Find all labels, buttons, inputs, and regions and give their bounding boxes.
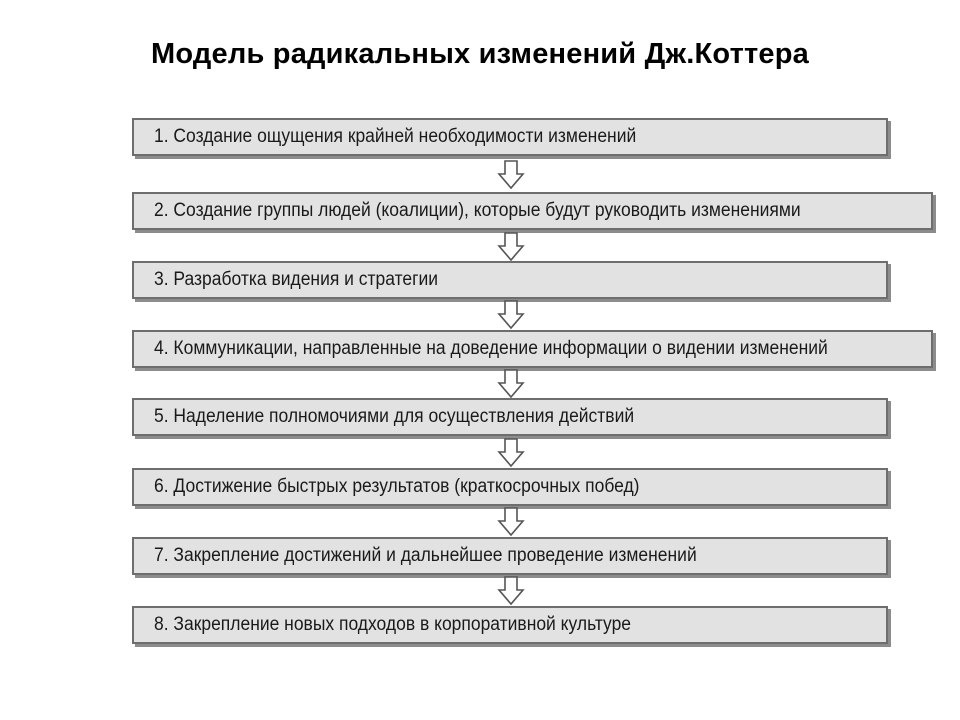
step-label-6: 6. Достижение быстрых результатов (краткосрочных побед) <box>154 476 640 497</box>
step-label-3: 3. Разработка видения и стратегии <box>154 269 439 290</box>
step-box-1 <box>132 118 888 156</box>
step-box-7 <box>132 537 888 575</box>
down-arrow-icon <box>497 438 525 468</box>
step-label-5: 5. Наделение полномочиями для осуществления действий <box>154 406 635 427</box>
down-arrow-icon <box>497 160 525 190</box>
step-box-8 <box>132 606 888 644</box>
step-label-8: 8. Закрепление новых подходов в корпоративной культуре <box>154 614 632 635</box>
step-box-6 <box>132 468 888 506</box>
step-box-5 <box>132 398 888 436</box>
step-label-4: 4. Коммуникации, направленные на доведение информации о видении изменений <box>154 338 828 359</box>
down-arrow-icon <box>497 369 525 399</box>
step-label-1: 1. Создание ощущения крайней необходимости изменений <box>154 126 637 147</box>
down-arrow-icon <box>497 232 525 262</box>
step-box-3 <box>132 261 888 299</box>
step-label-7: 7. Закрепление достижений и дальнейшее проведение изменений <box>154 545 697 566</box>
diagram-title: Модель радикальных изменений Дж.Коттера <box>151 38 809 70</box>
step-box-2 <box>132 192 933 230</box>
down-arrow-icon <box>497 576 525 606</box>
down-arrow-icon <box>497 300 525 330</box>
step-box-4 <box>132 330 933 368</box>
down-arrow-icon <box>497 507 525 537</box>
step-label-2: 2. Создание группы людей (коалиции), которые будут руководить изменениями <box>154 200 801 221</box>
